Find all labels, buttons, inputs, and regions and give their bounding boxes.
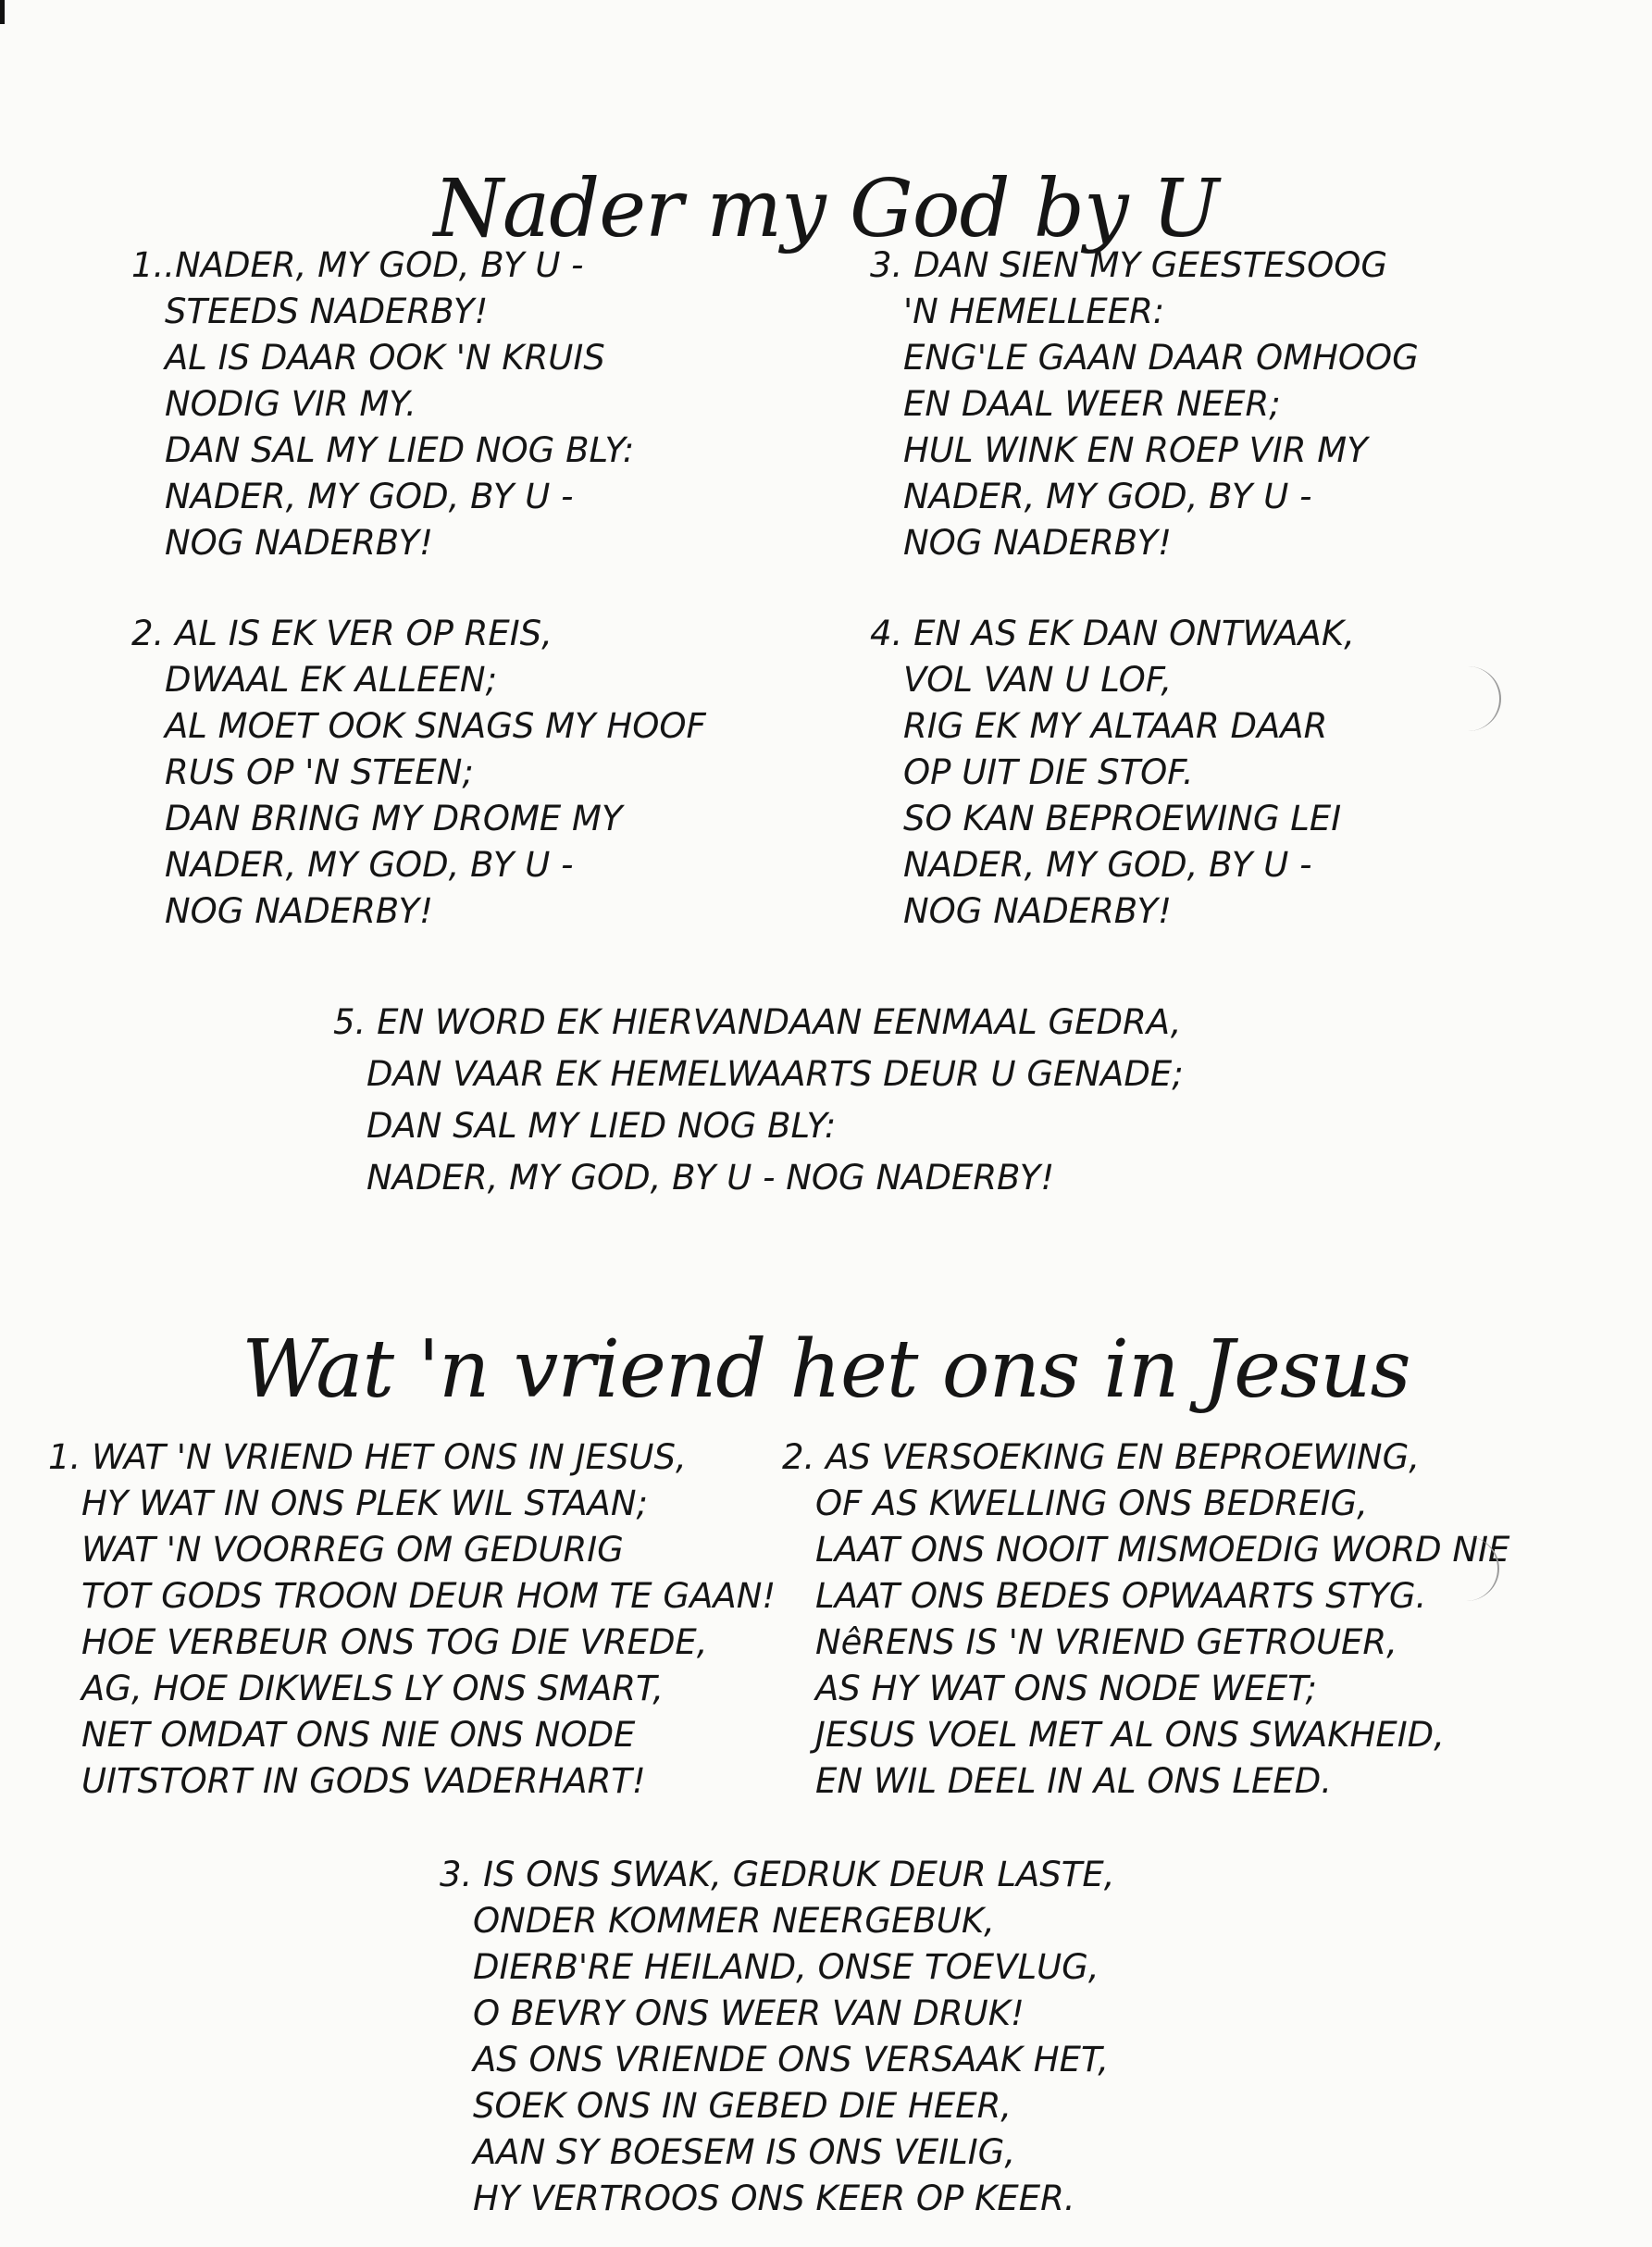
verse-line: NêRENS IS 'N VRIEND GETROUER, — [815, 1622, 1397, 1662]
verse-line: SO KAN BEPROEWING LEI — [903, 799, 1342, 838]
verse-line: NOG NADERBY! — [903, 891, 1172, 931]
verse-line: STEEDS NADERBY! — [165, 292, 489, 331]
verse-line: ENG'LE GAAN DAAR OMHOOG — [903, 338, 1419, 378]
verse-line: OF AS KWELLING ONS BEDREIG, — [815, 1484, 1368, 1523]
verse-line: HY WAT IN ONS PLEK WIL STAAN; — [81, 1484, 648, 1523]
verse-line: NADER, MY GOD, BY U - — [165, 477, 574, 516]
verse-line: AL IS DAAR OOK 'N KRUIS — [165, 338, 605, 378]
verse-line: HY VERTROOS ONS KEER OP KEER. — [473, 2179, 1075, 2218]
verse-line: AS ONS VRIENDE ONS VERSAAK HET, — [473, 2040, 1109, 2079]
verse-line: AG, HOE DIKWELS LY ONS SMART, — [81, 1669, 664, 1708]
verse-line: DIERB'RE HEILAND, ONSE TOEVLUG, — [473, 1947, 1099, 1987]
verse-line: 3. DAN SIEN MY GEESTESOOG — [870, 245, 1388, 285]
verse-line: NOG NADERBY! — [165, 891, 433, 931]
verse-line: AL MOET OOK SNAGS MY HOOF — [165, 706, 706, 746]
verse-line: NOG NADERBY! — [903, 523, 1172, 563]
verse-line: 3. IS ONS SWAK, GEDRUK DEUR LASTE, — [440, 1855, 1115, 1894]
verse-line: 5. EN WORD EK HIERVANDAAN EENMAAL GEDRA, — [333, 1002, 1182, 1042]
verse-line: DAN SAL MY LIED NOG BLY: — [165, 430, 635, 470]
verse-line: JESUS VOEL MET AL ONS SWAKHEID, — [815, 1715, 1445, 1755]
verse-line: EN WIL DEEL IN AL ONS LEED. — [815, 1761, 1333, 1801]
hymn2-verse-1 — [48, 1434, 776, 1805]
verse-line: LAAT ONS BEDES OPWAARTS STYG. — [815, 1576, 1427, 1616]
hymn-title-nader-my-god: Nader my God by U — [433, 162, 1219, 255]
verse-line: 'N HEMELLEER: — [903, 292, 1165, 331]
hymn-title-wat-n-vriend: Wat 'n vriend het ons in Jesus — [242, 1322, 1410, 1416]
verse-line: EN DAAL WEER NEER; — [903, 384, 1281, 424]
verse-line: RIG EK MY ALTAAR DAAR — [903, 706, 1328, 746]
verse-line: WAT 'N VOORREG OM GEDURIG — [81, 1530, 624, 1570]
punch-hole-mark — [1435, 666, 1501, 731]
verse-line: LAAT ONS NOOIT MISMOEDIG WORD NIE — [815, 1530, 1510, 1570]
verse-line: NADER, MY GOD, BY U - — [165, 845, 574, 885]
verse-line: NODIG VIR MY. — [165, 384, 416, 424]
verse-line: HOE VERBEUR ONS TOG DIE VREDE, — [81, 1622, 708, 1662]
verse-line: 2. AS VERSOEKING EN BEPROEWING, — [782, 1437, 1420, 1477]
verse-line: DAN SAL MY LIED NOG BLY: — [366, 1106, 837, 1146]
verse-line: OP UIT DIE STOF. — [903, 752, 1194, 792]
verse-line: 1..NADER, MY GOD, BY U - — [131, 245, 584, 285]
scan-edge-mark — [0, 0, 5, 24]
verse-line: DWAAL EK ALLEEN; — [165, 660, 498, 700]
verse-line: NADER, MY GOD, BY U - — [903, 477, 1312, 516]
verse-line: AAN SY BOESEM IS ONS VEILIG, — [473, 2132, 1016, 2172]
verse-line: 2. AL IS EK VER OP REIS, — [131, 614, 553, 653]
verse-line: VOL VAN U LOF, — [903, 660, 1173, 700]
hymn1-verse-2 — [131, 611, 706, 935]
verse-line: SOEK ONS IN GEBED DIE HEER, — [473, 2086, 1012, 2126]
punch-hole-mark — [1433, 1536, 1499, 1601]
hymn1-verse-5 — [333, 997, 1184, 1204]
verse-line: NADER, MY GOD, BY U - — [903, 845, 1312, 885]
verse-line: DAN BRING MY DROME MY — [165, 799, 623, 838]
verse-line: HUL WINK EN ROEP VIR MY — [903, 430, 1368, 470]
hymn1-verse-3 — [870, 242, 1419, 566]
verse-line: RUS OP 'N STEEN; — [165, 752, 474, 792]
hymn1-verse-1 — [131, 242, 634, 566]
verse-line: 1. WAT 'N VRIEND HET ONS IN JESUS, — [48, 1437, 687, 1477]
verse-line: NOG NADERBY! — [165, 523, 433, 563]
verse-line: UITSTORT IN GODS VADERHART! — [81, 1761, 646, 1801]
verse-line: AS HY WAT ONS NODE WEET; — [815, 1669, 1317, 1708]
verse-line: O BEVRY ONS WEER VAN DRUK! — [473, 1993, 1025, 2033]
verse-line: DAN VAAR EK HEMELWAARTS DEUR U GENADE; — [366, 1054, 1184, 1094]
verse-line: NET OMDAT ONS NIE ONS NODE — [81, 1715, 636, 1755]
verse-line: TOT GODS TROON DEUR HOM TE GAAN! — [81, 1576, 776, 1616]
verse-line: ONDER KOMMER NEERGEBUK, — [473, 1901, 995, 1941]
hymn2-verse-3 — [440, 1852, 1115, 2222]
verse-line: 4. EN AS EK DAN ONTWAAK, — [870, 614, 1355, 653]
hymn1-verse-4 — [870, 611, 1355, 935]
hymn2-verse-2 — [782, 1434, 1509, 1805]
verse-line: NADER, MY GOD, BY U - NOG NADERBY! — [366, 1158, 1055, 1198]
